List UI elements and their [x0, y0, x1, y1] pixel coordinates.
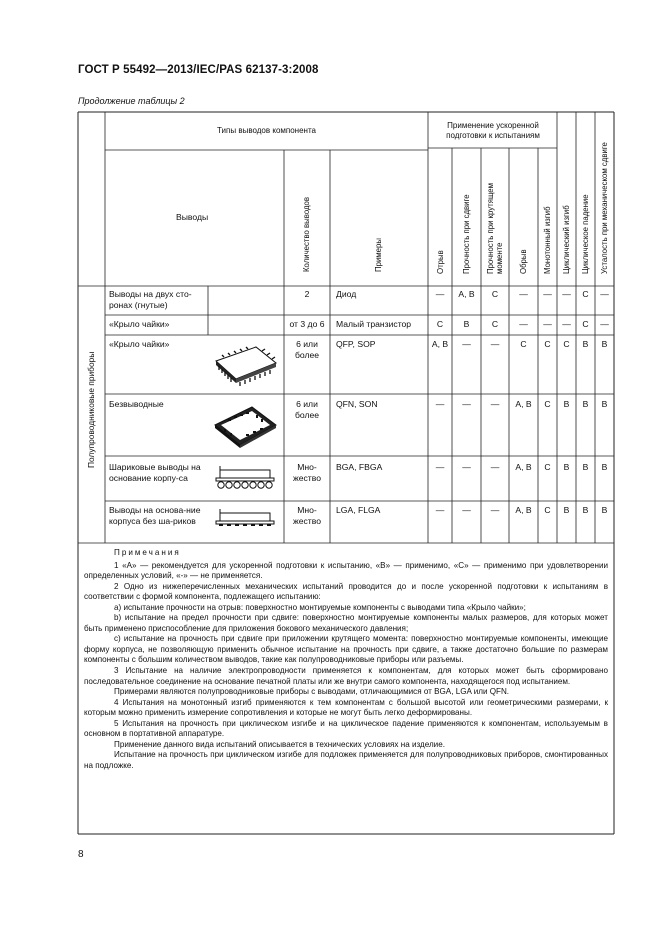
header-test-6: Циклическое падение — [581, 194, 590, 274]
row-4-test-7: В — [601, 462, 608, 472]
row-2-test-7: В — [601, 339, 608, 349]
header-test-7: Усталость при механическом сдвиге — [600, 142, 609, 274]
note-2: 2 Одно из нижеперечисленных механических испытаний проводится до и после ускоренной подготовки к испытаниям в соответствии с формой компонента, подлежащего испытанию: — [84, 581, 608, 602]
row-1-example: Малый транзистор — [336, 319, 412, 329]
row-4-test-2: — — [490, 462, 500, 472]
row-5-test-7: В — [601, 505, 608, 515]
row-4-test-0: — — [435, 462, 445, 472]
row-3-test-5: В — [563, 399, 570, 409]
row-0-test-3: — — [519, 289, 528, 299]
note-5-application: Применение данного вида испытаний описывается в технических условиях на изделие. — [114, 739, 445, 749]
row-2-test-1: — — [462, 339, 471, 349]
header-test-5: Циклический изгиб — [562, 205, 571, 274]
qfp-package-illustration — [210, 337, 282, 389]
row-4-test-1: — — [462, 462, 471, 472]
row-2-test-2: — — [490, 339, 500, 349]
note-3-examples: Примерами являются полупроводниковые приборы с выводами, отличающимися от BGA, LGA или QFN. — [114, 687, 510, 697]
row-4-test-6: В — [582, 462, 589, 472]
table-notes — [84, 548, 608, 771]
row-4-test-4: С — [544, 462, 551, 472]
row-1-test-3: — — [519, 319, 528, 329]
row-5-test-4: С — [544, 505, 551, 515]
row-2-test-3: С — [520, 339, 527, 349]
row-3-test-1: — — [462, 399, 471, 409]
document-header: ГОСТ Р 55492—2013/IEC/PAS 62137-3:2008 — [78, 64, 319, 76]
header-leads: Выводы — [176, 212, 209, 222]
row-2-test-4: С — [544, 339, 551, 349]
row-5-example: LGA, FLGA — [336, 505, 381, 515]
header-component-types: Типы выводов компонента — [217, 126, 316, 135]
header-test-4: Монотонный изгиб — [543, 206, 552, 274]
row-1-lead: «Крыло чайки» — [109, 319, 170, 329]
qfn-package-illustration — [210, 399, 282, 451]
row-3-qty: 6 или более — [294, 399, 320, 420]
row-3-lead: Безвыводные — [109, 399, 164, 409]
row-5-test-6: В — [582, 505, 589, 515]
row-0-qty: 2 — [304, 289, 310, 299]
row-5-qty: Мно-жество — [292, 505, 321, 526]
row-1-test-6: С — [582, 319, 589, 329]
row-2-test-0: А, В — [431, 339, 449, 349]
row-2-qty: 6 или более — [294, 339, 320, 360]
note-4: 4 Испытания на монотонный изгиб применяются к тем компонентам с большой высотой или геометрическими размерами, к которым можно применить измерение сопротивления и которые не могут быть легко деформированы. — [84, 697, 608, 718]
row-1-qty: от 3 до 6 — [289, 319, 325, 329]
row-0-test-5: — — [562, 289, 571, 299]
row-4-test-5: В — [563, 462, 570, 472]
header-examples: Примеры — [374, 238, 383, 272]
table-continuation-label: Продолжение таблицы 2 — [78, 96, 185, 106]
row-5-test-0: — — [435, 505, 445, 515]
row-5-test-3: А, В — [515, 505, 532, 515]
header-test-0: Отрыв — [436, 250, 445, 274]
header-test-3: Обрыв — [519, 249, 528, 274]
row-3-test-7: В — [601, 399, 608, 409]
row-1-test-2: С — [491, 319, 499, 329]
row-4-qty: Мно-жество — [292, 462, 321, 483]
row-0-lead: Выводы на двух сто-ронах (гнутые) — [109, 289, 192, 310]
row-5-test-1: — — [462, 505, 471, 515]
bga-package-illustration — [212, 464, 278, 494]
row-4-lead: Шариковые выводы на основание корпу-са — [109, 462, 201, 483]
row-1-test-7: — — [600, 319, 609, 329]
row-3-test-4: С — [544, 399, 551, 409]
row-0-test-6: С — [582, 289, 589, 299]
row-2-test-6: В — [582, 339, 589, 349]
note-1: 1 «А» — рекомендуется для ускоренной подготовки к испытанию, «В» — применимо, «С» — применимо при удовлетворении определенных условий, «-» — не применяется. — [84, 560, 608, 581]
header-lead-count: Количество выводов — [302, 196, 311, 272]
notes-title: Примечания — [114, 548, 181, 557]
row-4-example: BGA, FBGA — [336, 462, 383, 472]
row-4-test-3: А, В — [515, 462, 532, 472]
row-3-test-3: А, В — [515, 399, 532, 409]
row-0-test-1: А, В — [458, 289, 475, 299]
row-0-test-4: — — [543, 289, 552, 299]
row-1-test-1: В — [463, 319, 470, 329]
group-label: Полупроводниковые приборы — [86, 351, 96, 468]
row-1-test-5: — — [562, 319, 571, 329]
row-5-lead: Выводы на основа-ние корпуса без ша-риков — [109, 505, 201, 526]
lga-package-illustration — [212, 508, 278, 532]
row-5-test-2: — — [490, 505, 500, 515]
row-0-test-0: — — [435, 289, 445, 299]
note-2b: b) испытание на предел прочности при сдвиге: поверхностно монтируемые компоненты малых размеров, для которых может быть применено приспособление для приложения бокового механического давления; — [84, 613, 608, 633]
note-5: 5 Испытания на прочность при циклическом изгибе и на циклическое падение применяются к компонентам, используемым в основном в портативной аппаратуре. — [84, 718, 608, 739]
row-3-test-0: — — [435, 399, 445, 409]
page-number: 8 — [78, 849, 84, 860]
row-1-test-4: — — [543, 319, 552, 329]
row-0-test-2: С — [491, 289, 499, 299]
note-2c: c) испытание на прочность при сдвиге при приложении крутящего момента: поверхностно монтируемые компоненты, имеющие форму корпуса, не позволяющую применить обычное испытание на прочность при сдвиге, а также достаточно большие по размерам компоненты с большим количеством выводов, такие как полупроводниковые приборы или разъемы. — [84, 634, 608, 665]
row-2-lead: «Крыло чайки» — [109, 339, 170, 349]
note-5-substrate: Испытание на прочность при циклическом изгибе для подложек применяется для полупроводниковых приборов, смонтированных на подложке. — [84, 750, 608, 770]
row-1-test-0: С — [436, 319, 444, 329]
row-3-test-6: В — [582, 399, 589, 409]
row-2-example: QFP, SOP — [336, 339, 376, 349]
note-2a: а) испытание прочности на отрыв: поверхностно монтируемые компоненты с выводами типа «Крыло чайки»; — [114, 602, 526, 612]
header-test-2: Прочность при крутящем моменте — [486, 183, 504, 274]
header-test-1: Прочность при сдвиге — [462, 194, 471, 274]
row-0-test-7: — — [600, 289, 609, 299]
note-3: 3 Испытание на наличие электропроводности применяется к компонентам, для которых может быть сформировано последовательное соединение на основание печатной платы или же внутри самого компонента, находящегося под испытанием. — [84, 666, 608, 686]
header-accelerated-prep: Применение ускоренной подготовки к испытаниям — [446, 121, 540, 140]
row-3-example: QFN, SON — [336, 399, 378, 409]
row-5-test-5: В — [563, 505, 570, 515]
row-0-example: Диод — [336, 289, 357, 299]
row-2-test-5: С — [563, 339, 570, 349]
row-3-test-2: — — [490, 399, 500, 409]
